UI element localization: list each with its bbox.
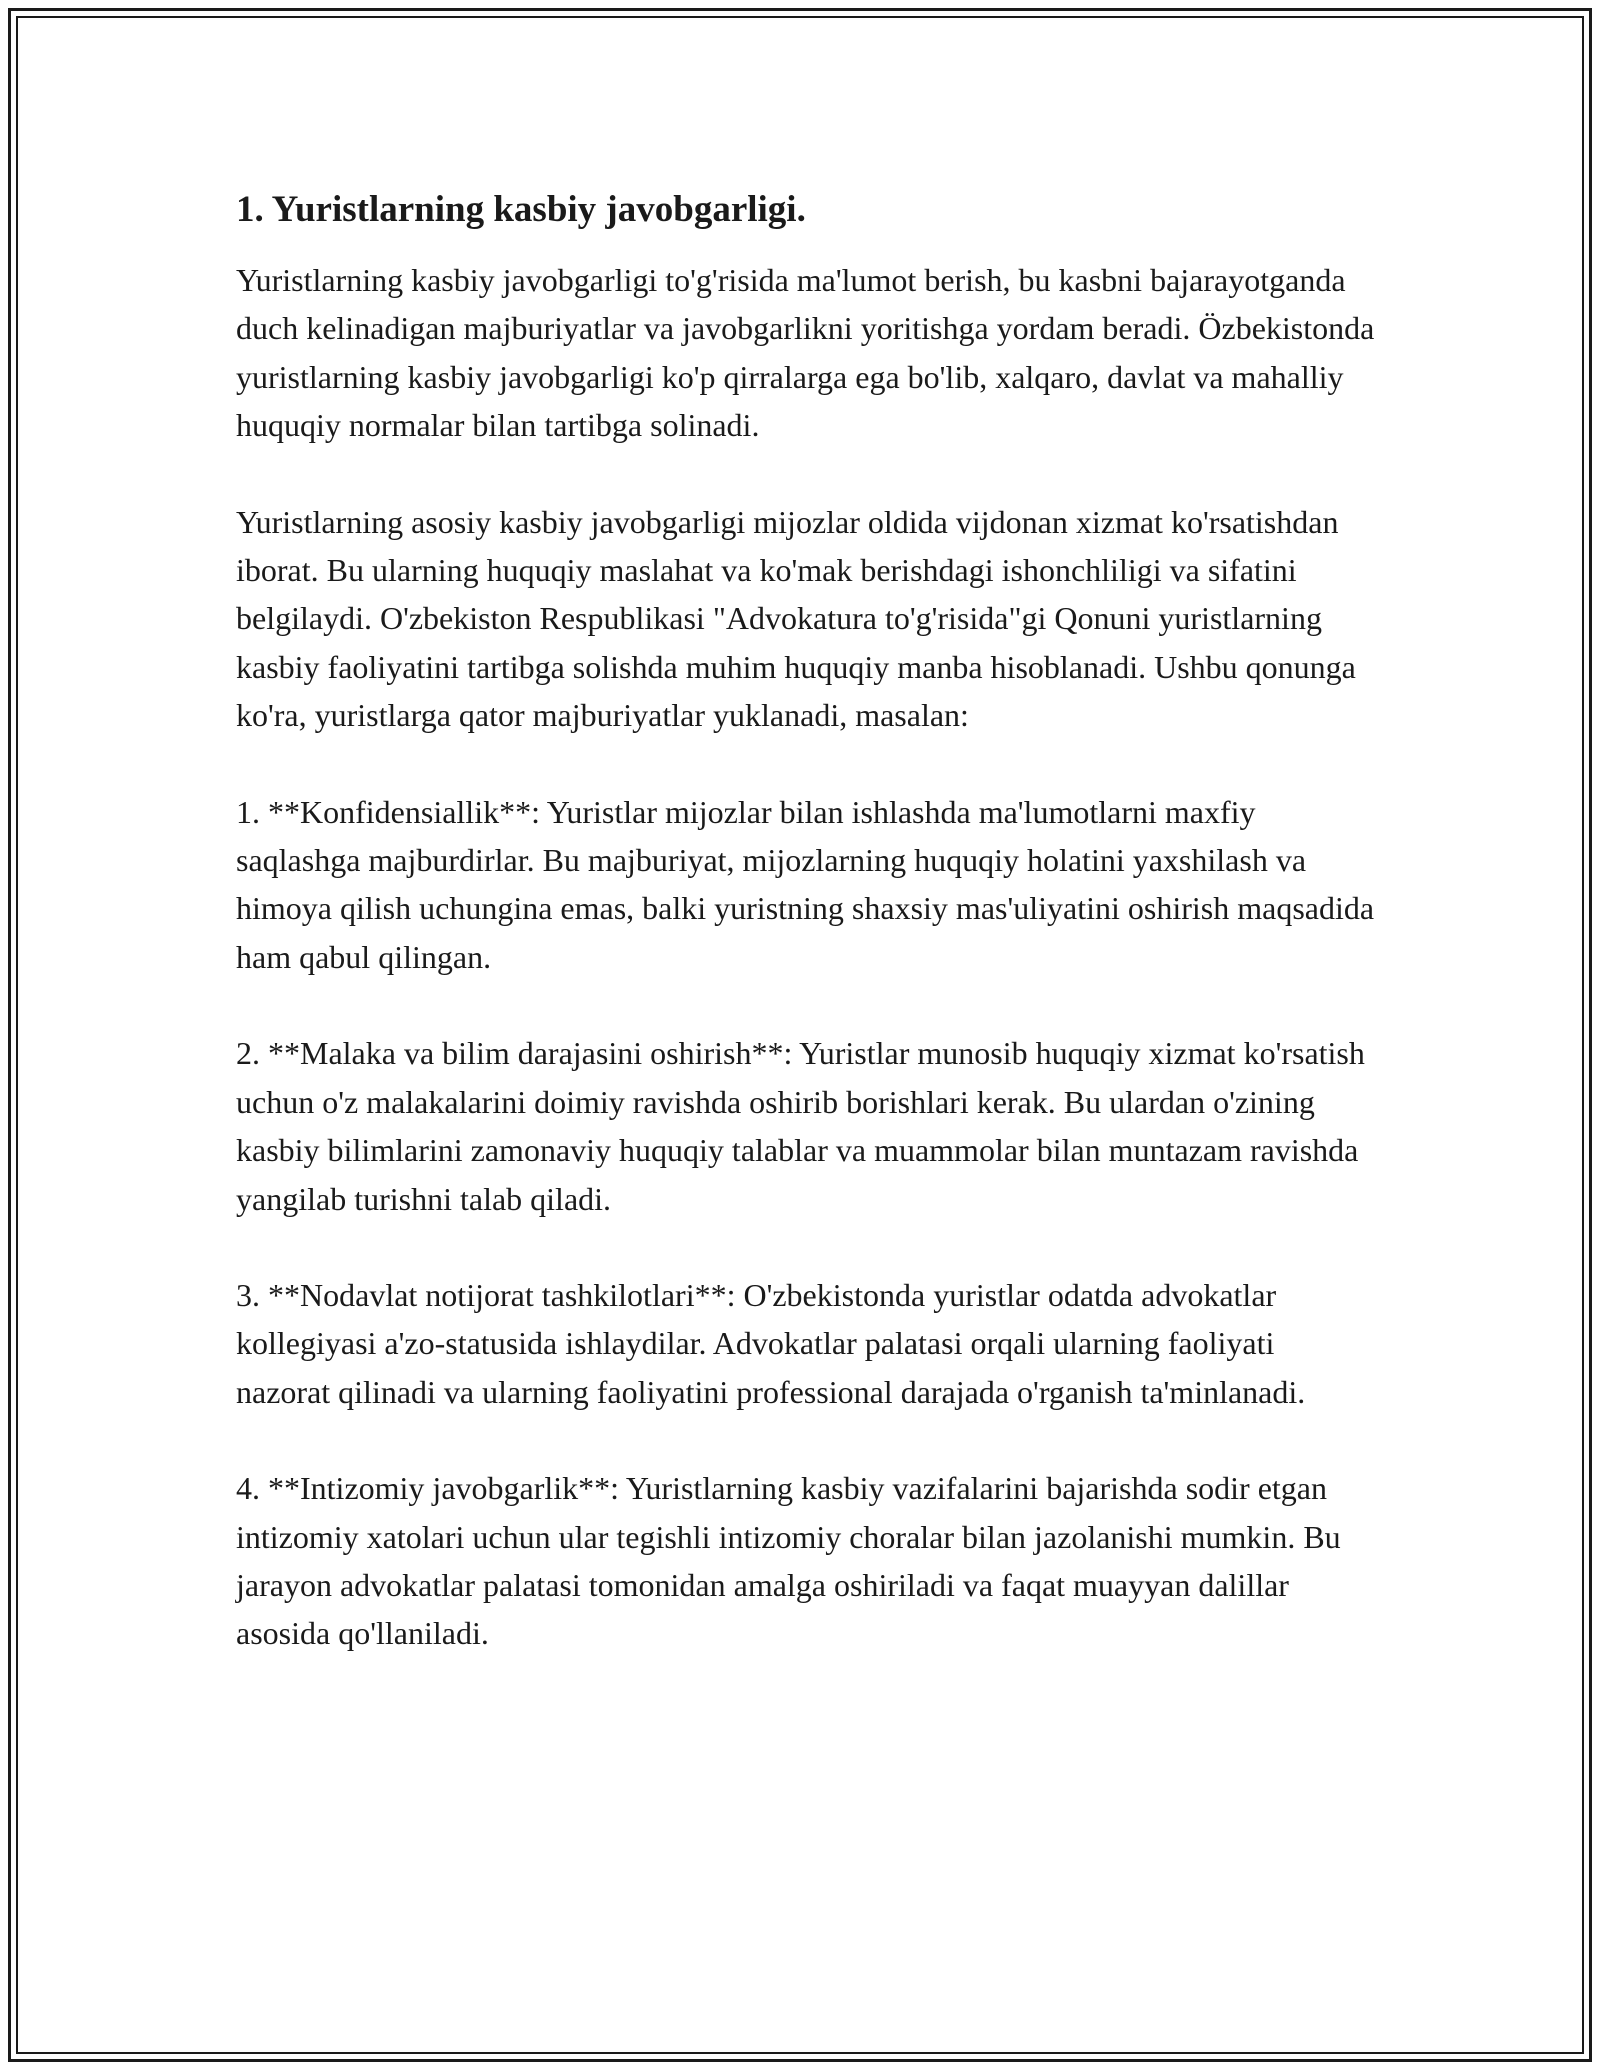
list-item-disciplinary-liability: 4. **Intizomiy javobgarlik**: Yuristlarning kasbiy vazifalarini bajarishda sodir etgan intizomiy xatolari uchun ular tegishli intizomiy choralar bilan jazolanishi mumkin. Bu jarayon advokatlar palatasi tomonidan amalga oshiriladi va faqat muayyan dalillar asosida qo'llaniladi. xyxy=(236,1470,1341,1652)
document-title: 1. Yuristlarning kasbiy javobgarligi. xyxy=(236,189,806,230)
paragraph-main-responsibility: Yuristlarning asosiy kasbiy javobgarligi mijozlar oldida vijdonan xizmat ko'rsatishdan iborat. Bu ularning huquqiy maslahat va ko'mak berishdagi ishonchliligi va sifatini belgilaydi. O'zbekiston Respublikasi "Advokatura to'g'risida"gi Qonuni yuristlarning kasbiy faoliyatini tartibga solishda muhim huquqiy manba hisoblanadi. Ushbu qonunga ko'ra, yuristlarga qator majburiyatlar yuklanadi, masalan: xyxy=(236,503,1356,734)
list-item-nonprofit-organizations: 3. **Nodavlat notijorat tashkilotlari**: O'zbekistonda yuristlar odatda advokatlar kollegiyasi a'zo-statusida ishlaydilar. Advokatlar palatasi orqali ularning faoliyati nazorat qilinadi va ularning faoliyatini professional darajada o'rganish ta'minlanadi. xyxy=(236,1276,1306,1410)
list-item-qualification: 2. **Malaka va bilim darajasini oshirish**: Yuristlar munosib huquqiy xizmat ko'rsatish uchun o'z malakalarini doimiy ravishda oshirib borishlari kerak. Bu ulardan o'zining kasbiy bilimlarini zamonaviy huquqiy talablar va muammolar bilan muntazam ravishda yangilab turishni talab qiladi. xyxy=(236,1035,1365,1217)
paragraph-intro: Yuristlarning kasbiy javobgarligi to'g'risida ma'lumot berish, bu kasbni bajarayotganda duch kelinadigan majburiyatlar va javobgarlikni yoritishga yordam beradi. Özbekistonda yuristlarning kasbiy javobgarligi ko'p qirralarga ega bo'lib, xalqaro, davlat va mahalliy huquqiy normalar bilan tartibga solinadi. xyxy=(236,262,1375,444)
document-body xyxy=(236,186,1376,1706)
list-item-confidentiality: 1. **Konfidensiallik**: Yuristlar mijozlar bilan ishlashda ma'lumotlarni maxfiy saqlashga majburdirlar. Bu majburiyat, mijozlarning huquqiy holatini yaxshilash va himoya qilish uchungina emas, balki yuristning shaxsiy mas'uliyatini oshirish maqsadida ham qabul qilingan. xyxy=(236,793,1375,975)
